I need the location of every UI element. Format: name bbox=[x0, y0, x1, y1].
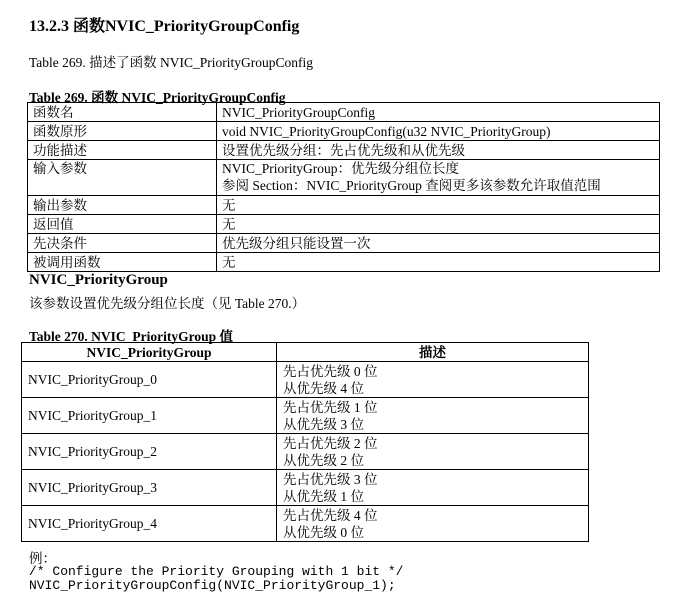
row-value: 无 bbox=[217, 215, 660, 234]
row-value: 优先级分组只能设置一次 bbox=[217, 234, 660, 253]
group-name: NVIC_PriorityGroup_4 bbox=[22, 506, 277, 542]
description-line: 先占优先级 4 位 bbox=[283, 507, 378, 523]
group-name: NVIC_PriorityGroup_2 bbox=[22, 434, 277, 470]
row-value: 无 bbox=[217, 253, 660, 272]
column-header: NVIC_PriorityGroup bbox=[22, 343, 277, 362]
table-row bbox=[22, 506, 589, 542]
section-title: 13.2.3 函数NVIC_PriorityGroupConfig bbox=[29, 18, 300, 35]
table-row bbox=[28, 141, 660, 160]
table-row bbox=[28, 122, 660, 141]
code-comment: /* Configure the Priority Grouping with 1 bit */ bbox=[29, 564, 404, 579]
group-description bbox=[277, 470, 589, 506]
row-value bbox=[217, 160, 660, 196]
description-line: 从优先级 4 位 bbox=[283, 380, 364, 396]
priority-group-table bbox=[21, 342, 589, 542]
column-header: 描述 bbox=[277, 343, 589, 362]
row-value: void NVIC_PriorityGroupConfig(u32 NVIC_PriorityGroup) bbox=[217, 122, 660, 141]
table-row bbox=[22, 362, 589, 398]
table-270-caption: Table 270. NVIC_PriorityGroup 值 bbox=[29, 329, 234, 344]
row-value-line: NVIC_PriorityGroup：优先级分组位长度 bbox=[222, 161, 459, 176]
row-key: 函数名 bbox=[28, 103, 217, 122]
row-key: 输出参数 bbox=[28, 196, 217, 215]
table-row bbox=[28, 234, 660, 253]
row-key: 输入参数 bbox=[28, 160, 217, 196]
group-name: NVIC_PriorityGroup_0 bbox=[22, 362, 277, 398]
code-statement: NVIC_PriorityGroupConfig(NVIC_PriorityGroup_1); bbox=[29, 578, 396, 593]
group-name: NVIC_PriorityGroup_1 bbox=[22, 398, 277, 434]
group-description bbox=[277, 362, 589, 398]
table-header-row bbox=[22, 343, 589, 362]
description-line: 从优先级 3 位 bbox=[283, 416, 364, 432]
row-value: 设置优先级分组：先占优先级和从优先级 bbox=[217, 141, 660, 160]
row-key: 函数原形 bbox=[28, 122, 217, 141]
description-line: 从优先级 2 位 bbox=[283, 452, 364, 468]
row-value-line: 参阅 Section：NVIC_PriorityGroup 查阅更多该参数允许取值范围 bbox=[222, 178, 601, 193]
description-line: 先占优先级 1 位 bbox=[283, 399, 378, 415]
description-line: 从优先级 1 位 bbox=[283, 488, 364, 504]
example-label: 例： bbox=[29, 551, 56, 566]
description-line: 先占优先级 3 位 bbox=[283, 471, 378, 487]
function-table bbox=[27, 102, 660, 272]
row-key: 被调用函数 bbox=[28, 253, 217, 272]
table-row bbox=[28, 160, 660, 196]
table-row bbox=[28, 196, 660, 215]
row-key: 返回值 bbox=[28, 215, 217, 234]
description-line: 先占优先级 0 位 bbox=[283, 363, 378, 379]
group-description bbox=[277, 398, 589, 434]
intro-text: Table 269. 描述了函数 NVIC_PriorityGroupConfig bbox=[29, 55, 314, 70]
group-description bbox=[277, 506, 589, 542]
table-row bbox=[28, 215, 660, 234]
table-row bbox=[28, 253, 660, 272]
description-line: 先占优先级 2 位 bbox=[283, 435, 378, 451]
table-row bbox=[28, 103, 660, 122]
group-name: NVIC_PriorityGroup_3 bbox=[22, 470, 277, 506]
table-row bbox=[22, 434, 589, 470]
table-row bbox=[22, 398, 589, 434]
param-heading: NVIC_PriorityGroup bbox=[29, 272, 168, 288]
param-description: 该参数设置优先级分组位长度（见 Table 270.） bbox=[29, 296, 306, 311]
row-value: NVIC_PriorityGroupConfig bbox=[217, 103, 660, 122]
row-value: 无 bbox=[217, 196, 660, 215]
row-key: 功能描述 bbox=[28, 141, 217, 160]
row-key: 先决条件 bbox=[28, 234, 217, 253]
group-description bbox=[277, 434, 589, 470]
description-line: 从优先级 0 位 bbox=[283, 524, 364, 540]
table-269-caption: Table 269. 函数 NVIC_PriorityGroupConfig bbox=[29, 90, 286, 105]
table-row bbox=[22, 470, 589, 506]
